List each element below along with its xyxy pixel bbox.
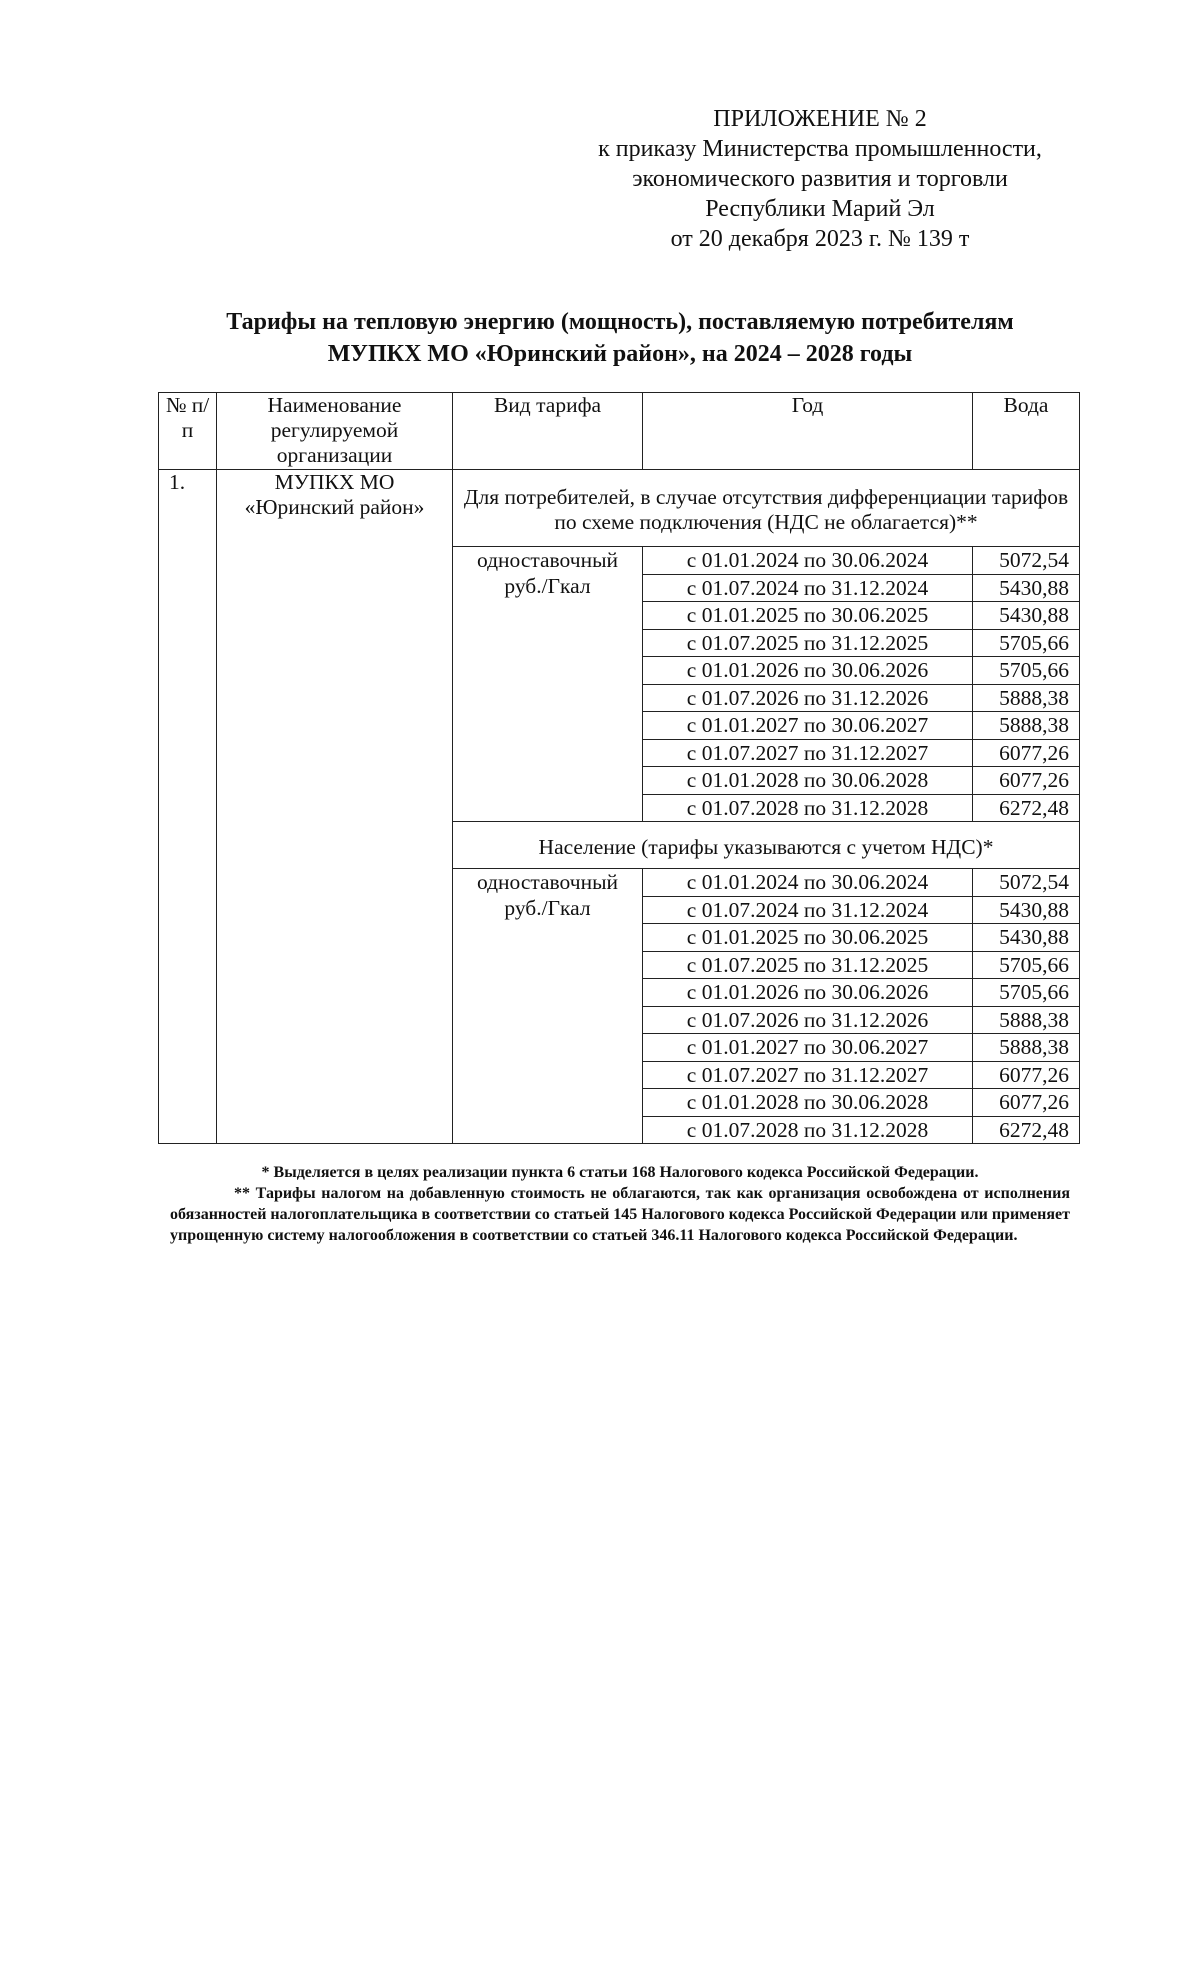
- tariff-type: одноставочный руб./Гкал: [453, 869, 643, 1144]
- group-title: Население (тарифы указываются с учетом НДС)*: [453, 822, 1080, 869]
- tariff-period: с 01.01.2025 по 30.06.2025: [643, 602, 973, 630]
- appendix-date-line: от 20 декабря 2023 г. № 139 т: [670, 226, 970, 252]
- tariff-value: 6272,48: [973, 1116, 1080, 1144]
- group-title-row: [159, 470, 1080, 547]
- tariff-value: 5705,66: [973, 657, 1080, 685]
- tariff-value: 5888,38: [973, 1006, 1080, 1034]
- document-title: [120, 306, 1120, 370]
- footnote-1: * Выделяется в целях реализации пункта 6 статьи 168 Налогового кодекса Российской Федерации.: [261, 1164, 979, 1181]
- title-line-1: Тарифы на тепловую энергию (мощность), поставляемую потребителям: [226, 309, 1014, 335]
- tariff-period: с 01.01.2025 по 30.06.2025: [643, 924, 973, 952]
- tariff-period: с 01.01.2027 по 30.06.2027: [643, 1034, 973, 1062]
- tariff-value: 6272,48: [973, 794, 1080, 822]
- footnote-2: ** Тарифы налогом на добавленную стоимость не облагаются, так как организация освобождена от исполнения обязанностей налогоплательщика в соответствии со статьей 145 Налогового кодекса Российской Федерации или применяет упрощенную систему налогообложения в соответствии со статьей 346.11 Налогового кодекса Российской Федерации.: [170, 1185, 1070, 1244]
- tariff-table: [158, 392, 1080, 1144]
- tariff-value: 5430,88: [973, 924, 1080, 952]
- tariff-period: с 01.07.2028 по 31.12.2028: [643, 1116, 973, 1144]
- tariff-value: 5430,88: [973, 896, 1080, 924]
- tariff-value: 6077,26: [973, 1089, 1080, 1117]
- header-type: Вид тарифа: [453, 393, 643, 470]
- tariff-value: 5888,38: [973, 712, 1080, 740]
- tariff-period: с 01.01.2028 по 30.06.2028: [643, 767, 973, 795]
- tariff-value: 5705,66: [973, 629, 1080, 657]
- tariff-period: с 01.07.2028 по 31.12.2028: [643, 794, 973, 822]
- tariff-period: с 01.01.2026 по 30.06.2026: [643, 657, 973, 685]
- tariff-value: 5430,88: [973, 574, 1080, 602]
- tariff-period: с 01.07.2026 по 31.12.2026: [643, 684, 973, 712]
- tariff-value: 5705,66: [973, 979, 1080, 1007]
- tariff-period: с 01.07.2026 по 31.12.2026: [643, 1006, 973, 1034]
- table-header-row: [159, 393, 1080, 470]
- appendix-header: [560, 104, 1080, 254]
- tariff-period: с 01.07.2025 по 31.12.2025: [643, 951, 973, 979]
- tariff-value: 5430,88: [973, 602, 1080, 630]
- tariff-period: с 01.07.2027 по 31.12.2027: [643, 739, 973, 767]
- tariff-value: 5072,54: [973, 869, 1080, 897]
- tariff-period: с 01.01.2026 по 30.06.2026: [643, 979, 973, 1007]
- tariff-value: 6077,26: [973, 739, 1080, 767]
- tariff-period: с 01.01.2027 по 30.06.2027: [643, 712, 973, 740]
- tariff-value: 5888,38: [973, 684, 1080, 712]
- tariff-period: с 01.01.2024 по 30.06.2024: [643, 547, 973, 575]
- tariff-period: с 01.01.2024 по 30.06.2024: [643, 869, 973, 897]
- header-org: Наименование регулируемой организации: [217, 393, 453, 470]
- appendix-ministry-line: экономического развития и торговли: [632, 166, 1008, 192]
- title-line-2: МУПКХ МО «Юринский район», на 2024 – 2028 годы: [327, 341, 913, 367]
- appendix-number: ПРИЛОЖЕНИЕ № 2: [713, 106, 927, 132]
- header-num: № п/п: [159, 393, 217, 470]
- header-year: Год: [643, 393, 973, 470]
- group-title: Для потребителей, в случае отсутствия дифференциации тарифов по схеме подключения (НДС не облагается)**: [453, 470, 1080, 547]
- tariff-type: одноставочный руб./Гкал: [453, 547, 643, 822]
- tariff-value: 6077,26: [973, 1061, 1080, 1089]
- appendix-order-line: к приказу Министерства промышленности,: [598, 136, 1042, 162]
- organization-name: МУПКХ МО «Юринский район»: [217, 470, 453, 1144]
- tariff-value: 5072,54: [973, 547, 1080, 575]
- tariff-value: 5705,66: [973, 951, 1080, 979]
- row-number: 1.: [159, 470, 217, 1144]
- tariff-period: с 01.07.2025 по 31.12.2025: [643, 629, 973, 657]
- appendix-republic-line: Республики Марий Эл: [705, 196, 935, 222]
- footnotes: [170, 1162, 1070, 1246]
- tariff-value: 5888,38: [973, 1034, 1080, 1062]
- tariff-period: с 01.07.2024 по 31.12.2024: [643, 896, 973, 924]
- tariff-value: 6077,26: [973, 767, 1080, 795]
- tariff-period: с 01.01.2028 по 30.06.2028: [643, 1089, 973, 1117]
- header-water: Вода: [973, 393, 1080, 470]
- tariff-period: с 01.07.2024 по 31.12.2024: [643, 574, 973, 602]
- tariff-period: с 01.07.2027 по 31.12.2027: [643, 1061, 973, 1089]
